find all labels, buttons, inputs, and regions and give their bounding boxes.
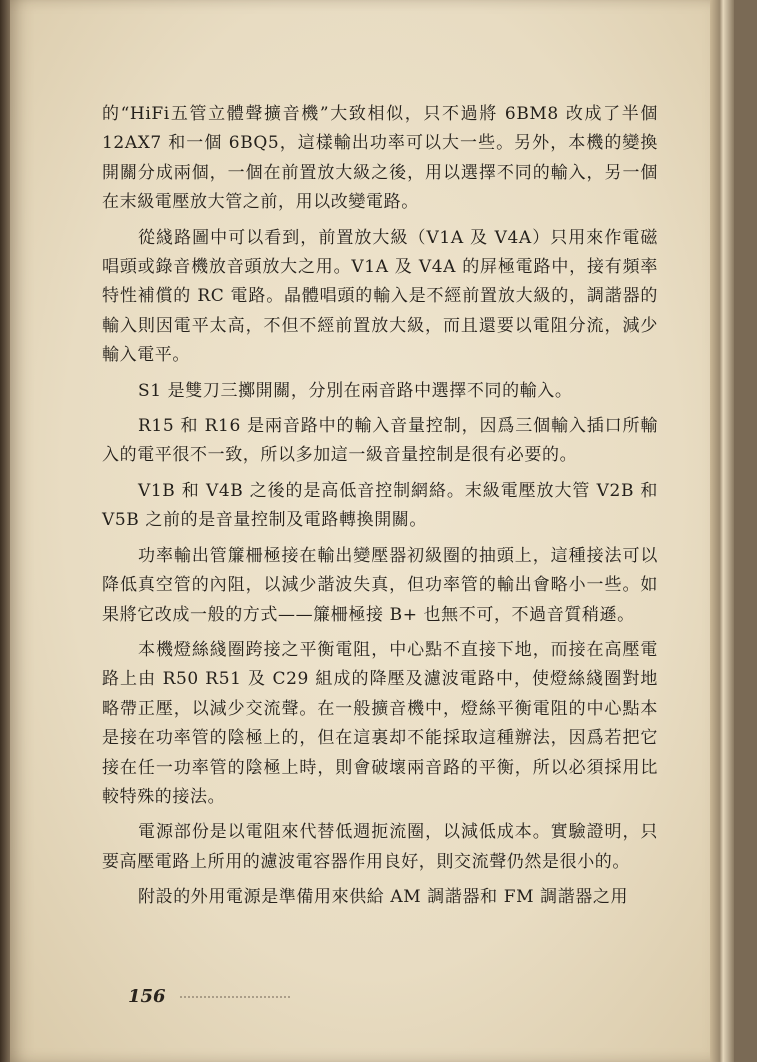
body-text [102,100,658,919]
paragraph: S1 是雙刀三擲開關，分別在兩音路中選擇不同的輸入。 [138,380,573,401]
paragraph: 從綫路圖中可以看到，前置放大級（V1A 及 V4A）只用來作電磁唱頭或錄音機放音頭放大之用。V1A 及 V4A 的屏極電路中，接有頻率特性補償的 RC 電路。晶體唱頭的輸入是不經前置放大級的，調諧器的輸入則因電平太高，不但不經前置放大級，而且還要以電阻分流，減少輸入電平。 [102,227,658,366]
paragraph: 功率輸出管簾柵極接在輸出變壓器初級圈的抽頭上，這種接法可以降低真空管的內阻，以減少諧波失真，但功率管的輸出會略小一些。如果將它改成一般的方式——簾柵極接 B+ 也無不可，不過音質稍遜。 [102,545,658,625]
paragraph: V1B 和 V4B 之後的是高低音控制網絡。末級電壓放大管 V2B 和 V5B 之前的是音量控制及電路轉換開關。 [102,480,658,531]
page-edge [710,0,734,1062]
paragraph: 電源部份是以電阻來代替低週扼流圈，以減低成本。實驗證明，只要高壓電路上所用的濾波電容器作用良好，則交流聲仍然是很小的。 [102,822,658,872]
page-number: 156 [128,986,166,1007]
ink-smudge [180,996,290,1001]
paragraph: 附設的外用電源是準備用來供給 AM 調諧器和 FM 調諧器之用 [138,887,629,908]
paragraph: 的“HiFi五管立體聲擴音機”大致相似，只不過將 6BM8 改成了半個 12AX7 和一個 6BQ5，這樣輸出功率可以大一些。另外，本機的變換開關分成兩個，一個在前置放大級之後，用以選擇不同的輸入，另一個在末級電壓放大管之前，用以改變電路。 [102,104,658,213]
paragraph: 本機燈絲綫圈跨接之平衡電阻，中心點不直接下地，而接在高壓電路上由 R50 R51 及 C29 組成的降壓及濾波電路中，使燈絲綫圈對地略帶正壓，以減少交流聲。在一般擴音機中，燈絲平衡電阻的中心點本是接在功率管的陰極上的，但在這裏却不能採取這種辦法，因爲若把它接在任一功率管的陰極上時，則會破壞兩音路的平衡，所以必須採用比較特殊的接法。 [102,639,658,807]
paragraph: R15 和 R16 是兩音路中的輸入音量控制，因爲三個輸入插口所輸入的電平很不一致，所以多加這一級音量控制是很有必要的。 [102,416,658,466]
